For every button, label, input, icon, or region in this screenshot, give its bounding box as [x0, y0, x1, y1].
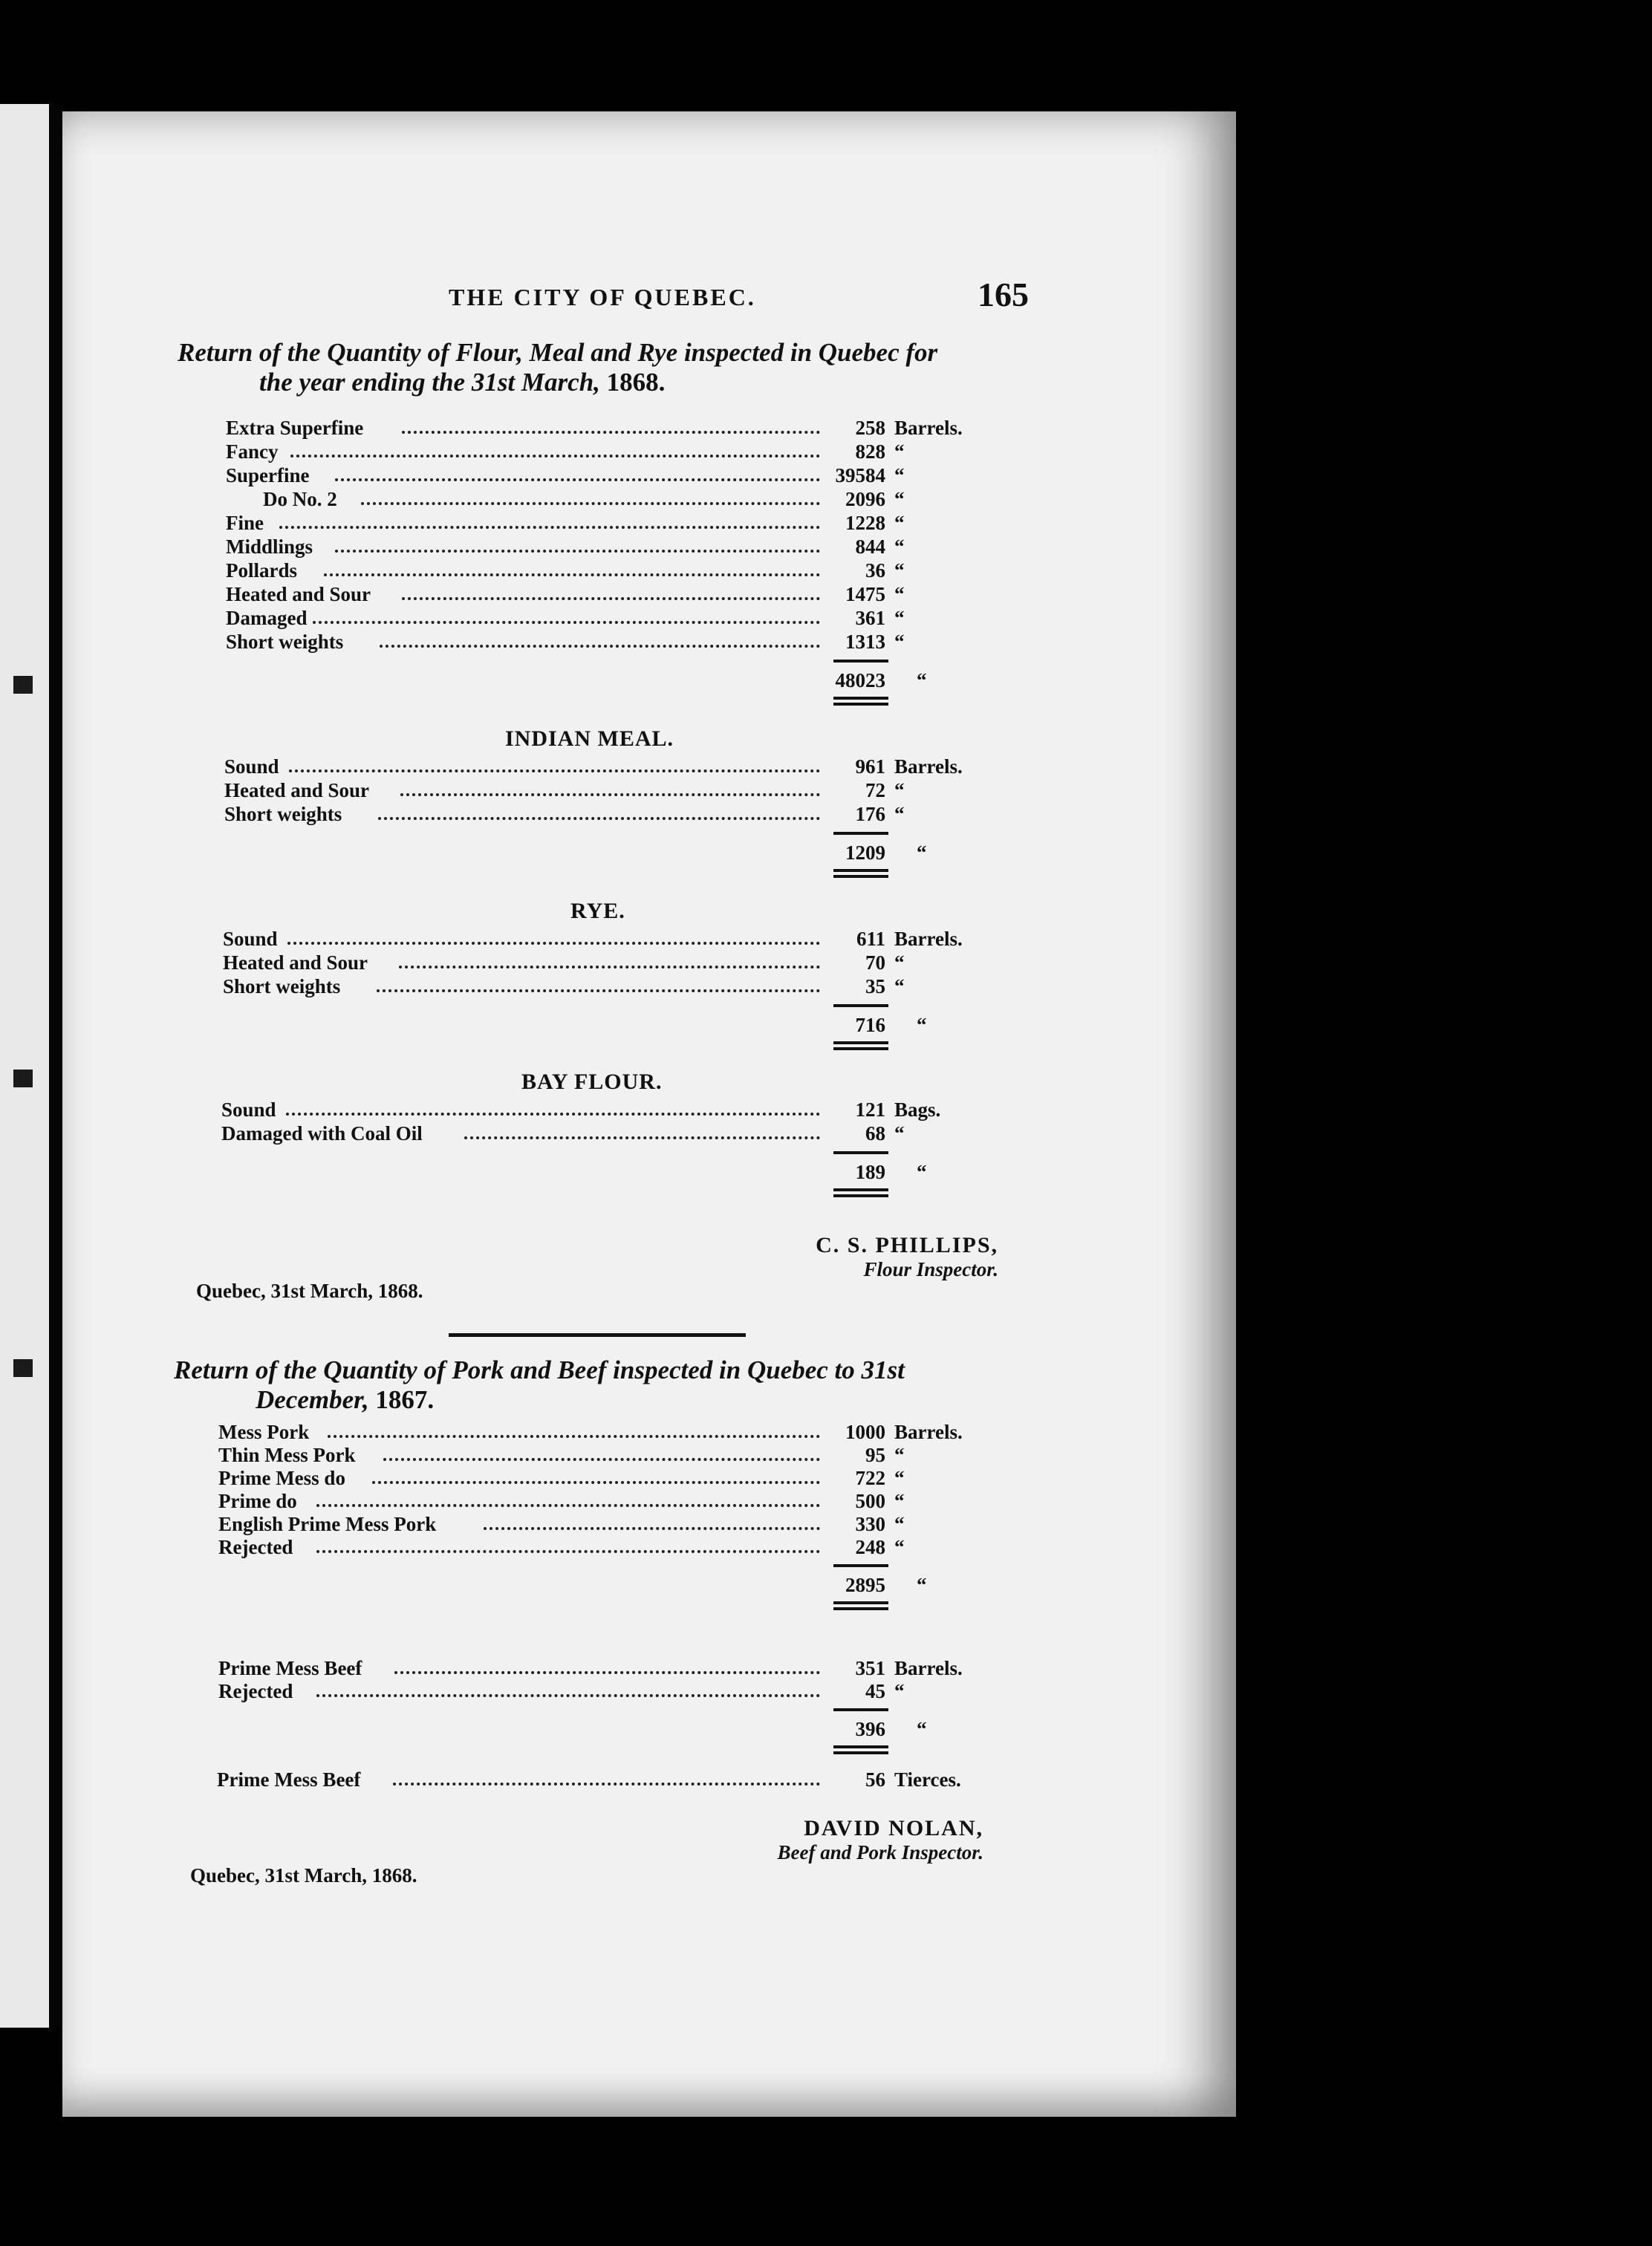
- table-row: [218, 1466, 1013, 1490]
- table-row: [218, 1656, 1013, 1680]
- row-label: Sound: [223, 928, 278, 950]
- row-unit: “: [894, 975, 905, 997]
- row-label: Pollards: [226, 559, 298, 582]
- double-rule: [833, 875, 888, 878]
- leader-dots: [290, 455, 820, 458]
- table-row: [226, 559, 1013, 582]
- row-value: 330: [855, 1513, 885, 1535]
- table-row: [226, 440, 1013, 463]
- row-value: 2096: [845, 488, 885, 510]
- pork-return-year: 1867.: [375, 1385, 435, 1414]
- table-row: [218, 1443, 1013, 1467]
- row-unit: “: [894, 1490, 905, 1512]
- table-row: [218, 1512, 1013, 1536]
- total-row: [221, 1160, 1013, 1184]
- row-value: 961: [855, 755, 885, 778]
- row-label: English Prime Mess Pork: [218, 1513, 437, 1535]
- row-value: 70: [865, 951, 885, 974]
- double-rule: [833, 869, 888, 872]
- row-value: 176: [855, 803, 885, 825]
- leader-dots: [316, 1550, 820, 1553]
- table-row: [226, 630, 1013, 654]
- row-unit: “: [894, 803, 905, 825]
- row-unit: “: [894, 779, 905, 801]
- double-rule: [833, 1041, 888, 1044]
- table-row: [217, 1768, 1013, 1791]
- total-row: [226, 668, 1013, 692]
- row-value: 45: [865, 1680, 885, 1702]
- leader-dots: [377, 989, 820, 992]
- row-value: 1000: [845, 1421, 885, 1443]
- signature-name: C. S. PHILLIPS,: [816, 1233, 998, 1257]
- table-row: [226, 511, 1013, 535]
- rye-heading: RYE.: [570, 899, 625, 923]
- row-unit: Barrels.: [894, 417, 963, 439]
- row-value: 95: [865, 1444, 885, 1466]
- row-unit: Barrels.: [894, 755, 963, 778]
- table-row: [224, 778, 1013, 802]
- row-value: 828: [855, 440, 885, 463]
- leader-dots: [393, 1783, 820, 1786]
- sum-rule: [833, 832, 888, 835]
- row-unit: “: [894, 631, 905, 653]
- row-unit: “: [894, 951, 905, 974]
- row-value: 35: [865, 975, 885, 997]
- table-row: [226, 416, 1013, 440]
- table-row: [226, 463, 1013, 487]
- double-rule: [833, 1188, 888, 1191]
- leader-dots: [286, 1113, 820, 1116]
- beef-pork-inspector-signature: [671, 1816, 983, 1864]
- row-value: 36: [865, 559, 885, 582]
- leader-dots: [335, 478, 820, 481]
- binding-mark: [13, 1359, 33, 1377]
- total-unit: “: [917, 669, 927, 691]
- signature-name: DAVID NOLAN,: [804, 1816, 983, 1840]
- row-unit: “: [894, 1536, 905, 1558]
- double-rule: [833, 1745, 888, 1748]
- leader-dots: [400, 793, 820, 796]
- row-label: Short weights: [224, 803, 342, 825]
- leader-dots: [279, 526, 820, 529]
- leader-dots: [394, 1671, 820, 1674]
- row-value: 121: [855, 1098, 885, 1121]
- row-value: 72: [865, 779, 885, 801]
- row-label: Short weights: [223, 975, 341, 997]
- sum-rule: [833, 1151, 888, 1154]
- row-unit: “: [894, 1122, 905, 1145]
- row-unit: “: [894, 607, 905, 629]
- facing-page-edge: [0, 104, 62, 2028]
- bay-flour-heading: BAY FLOUR.: [521, 1070, 663, 1094]
- double-rule: [833, 1601, 888, 1604]
- row-unit: Bags.: [894, 1098, 941, 1121]
- row-label: Damaged: [226, 607, 308, 629]
- double-rule: [833, 697, 888, 700]
- row-unit: “: [894, 536, 905, 558]
- table-row: [223, 974, 1013, 998]
- leader-dots: [361, 502, 820, 505]
- table-row: [226, 535, 1013, 559]
- total-value: 189: [855, 1161, 885, 1183]
- book-page: [62, 111, 1236, 2117]
- row-value: 248: [855, 1536, 885, 1558]
- binding-mark: [13, 676, 33, 694]
- total-unit: “: [917, 842, 927, 864]
- row-label: Thin Mess Pork: [218, 1444, 356, 1466]
- flour-return-year: 1868.: [606, 368, 666, 397]
- row-label: Short weights: [226, 631, 344, 653]
- row-unit: “: [894, 1444, 905, 1466]
- flour-return-title-line1: Return of the Quantity of Flour, Meal and Rye inspected in Quebec for: [178, 338, 938, 367]
- row-value: 722: [855, 1467, 885, 1489]
- total-unit: “: [917, 1161, 927, 1183]
- row-label: Extra Superfine: [226, 417, 364, 439]
- leader-dots: [328, 1435, 820, 1438]
- row-unit: “: [894, 583, 905, 605]
- leader-dots: [383, 1458, 820, 1461]
- leader-dots: [316, 1504, 820, 1507]
- flour-return-date: Quebec, 31st March, 1868.: [196, 1280, 423, 1302]
- row-value: 500: [855, 1490, 885, 1512]
- page-header: [62, 275, 1236, 319]
- double-rule: [833, 1047, 888, 1050]
- total-value: 1209: [845, 842, 885, 864]
- leader-dots: [402, 431, 820, 434]
- row-label: Fancy: [226, 440, 279, 463]
- sum-rule: [833, 660, 888, 663]
- sum-rule: [833, 1004, 888, 1007]
- row-label: Rejected: [218, 1536, 293, 1558]
- total-row: [218, 1717, 1013, 1741]
- leader-dots: [380, 645, 820, 648]
- row-value: 844: [855, 536, 885, 558]
- flour-return-title: [178, 338, 937, 397]
- flour-return-title-line2: the year ending the 31st March,: [259, 368, 600, 397]
- total-row: [218, 1573, 1013, 1597]
- row-label: Middlings: [226, 536, 313, 558]
- table-row: [221, 1122, 1013, 1145]
- leader-dots: [287, 942, 820, 945]
- leader-dots: [313, 621, 820, 624]
- row-unit: “: [894, 512, 905, 534]
- row-value: 351: [855, 1657, 885, 1679]
- pork-return-title-line2: December,: [256, 1385, 369, 1414]
- total-value: 2895: [845, 1574, 885, 1596]
- row-unit: “: [894, 488, 905, 510]
- row-value: 68: [865, 1122, 885, 1145]
- row-label: Superfine: [226, 464, 310, 486]
- table-row: [223, 951, 1013, 974]
- signature-role: Flour Inspector.: [863, 1258, 998, 1280]
- row-value: 1313: [845, 631, 885, 653]
- table-row: [226, 487, 1013, 511]
- row-label: Damaged with Coal Oil: [221, 1122, 423, 1145]
- row-value: 258: [855, 417, 885, 439]
- row-value: 56: [865, 1768, 885, 1791]
- leader-dots: [378, 817, 820, 820]
- double-rule: [833, 1751, 888, 1754]
- row-label: Prime Mess do: [218, 1467, 345, 1489]
- row-label: Sound: [224, 755, 279, 778]
- row-label: Heated and Sour: [223, 951, 368, 974]
- row-label: Heated and Sour: [224, 779, 370, 801]
- row-label: Prime do: [218, 1490, 297, 1512]
- leader-dots: [289, 769, 820, 772]
- row-label: Mess Pork: [218, 1421, 310, 1443]
- row-unit: “: [894, 1680, 905, 1702]
- row-label: Prime Mess Beef: [218, 1657, 362, 1679]
- table-row: [226, 582, 1013, 606]
- table-row: [224, 802, 1013, 826]
- flour-inspector-signature: [701, 1233, 998, 1281]
- total-unit: “: [917, 1014, 927, 1036]
- row-value: 39584: [835, 464, 885, 486]
- row-unit: “: [894, 1513, 905, 1535]
- row-unit: Barrels.: [894, 1657, 963, 1679]
- row-unit: Barrels.: [894, 1421, 963, 1443]
- total-row: [223, 1013, 1013, 1037]
- double-rule: [833, 1194, 888, 1197]
- leader-dots: [399, 966, 820, 969]
- binding-mark: [13, 1070, 33, 1087]
- double-rule: [833, 703, 888, 706]
- running-title: THE CITY OF QUEBEC.: [449, 284, 756, 310]
- leader-dots: [372, 1481, 820, 1484]
- indian-meal-heading: INDIAN MEAL.: [505, 726, 674, 751]
- row-label: Heated and Sour: [226, 583, 371, 605]
- table-row: [218, 1679, 1013, 1703]
- total-row: [224, 841, 1013, 865]
- sum-rule: [833, 1708, 888, 1711]
- row-value: 361: [855, 607, 885, 629]
- row-value: 1228: [845, 512, 885, 534]
- row-label: Do No. 2: [263, 488, 337, 510]
- leader-dots: [335, 550, 820, 553]
- row-value: 1475: [845, 583, 885, 605]
- signature-role: Beef and Pork Inspector.: [777, 1841, 983, 1863]
- row-unit: Tierces.: [894, 1768, 961, 1791]
- table-row: [221, 1098, 1013, 1122]
- double-rule: [833, 1607, 888, 1610]
- total-value: 48023: [835, 669, 885, 691]
- row-unit: Barrels.: [894, 928, 963, 950]
- row-label: Fine: [226, 512, 264, 534]
- pork-return-title: [174, 1355, 905, 1415]
- leader-dots: [324, 573, 820, 576]
- total-value: 716: [855, 1014, 885, 1036]
- table-row: [218, 1420, 1013, 1444]
- table-row: [223, 927, 1013, 951]
- leader-dots: [484, 1527, 820, 1530]
- page-number: 165: [978, 276, 1029, 313]
- row-unit: “: [894, 559, 905, 582]
- total-unit: “: [917, 1574, 927, 1596]
- row-label: Sound: [221, 1098, 276, 1121]
- table-row: [218, 1489, 1013, 1513]
- table-row: [218, 1535, 1013, 1559]
- leader-dots: [316, 1694, 820, 1697]
- leader-dots: [402, 597, 820, 600]
- table-row: [224, 755, 1013, 778]
- row-unit: “: [894, 1467, 905, 1489]
- row-label: Prime Mess Beef: [217, 1768, 361, 1791]
- table-row: [226, 606, 1013, 630]
- row-unit: “: [894, 464, 905, 486]
- leader-dots: [464, 1136, 820, 1139]
- pork-return-date: Quebec, 31st March, 1868.: [190, 1864, 417, 1887]
- row-unit: “: [894, 440, 905, 463]
- sum-rule: [833, 1564, 888, 1567]
- section-divider: [449, 1333, 746, 1337]
- total-value: 396: [855, 1718, 885, 1740]
- row-value: 611: [856, 928, 885, 950]
- total-unit: “: [917, 1718, 927, 1740]
- pork-return-title-line1: Return of the Quantity of Pork and Beef inspected in Quebec to 31st: [174, 1355, 905, 1384]
- row-label: Rejected: [218, 1680, 293, 1702]
